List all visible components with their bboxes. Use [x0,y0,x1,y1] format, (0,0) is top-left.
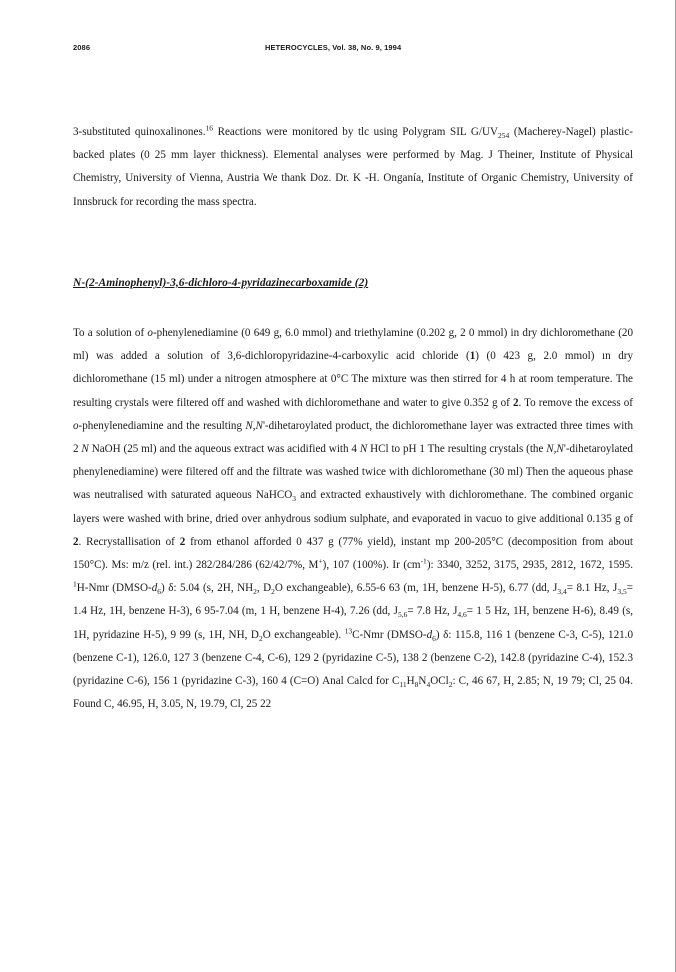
running-header [73,43,633,57]
intro-paragraph [73,121,633,214]
procedure-paragraph [73,322,633,716]
procedure-paragraph-text: To a solution of o-phenylenediamine (0 649 g, 6.0 mmol) and triethylamine (0.202 g, 2 0 mmol) in dry dichloromethane (20 ml) was added a solution of 3,6-dichloropyridazine-4-carboxylic acid chloride (1) (0 423 g, 2.0 mmol) ın dry dichloromethane (15 ml) under a nitrogen atmosphere at 0°C The mixture was then stirred for 4 h at room temperature. The resulting crystals were filtered off and washed with dichloromethane and water to give 0.352 g of 2. To remove the excess of o-phenylenediamine and the resulting N,N'-dihetaroylated product, the dichloromethane layer was extracted three times with 2 N NaOH (25 ml) and the aqueous extract was acidified with 4 N HCl to pH 1 The resulting crystals (the N,N'-dihetaroylated phenylenediamine) were filtered off and the filtrate was washed twice with dichloromethane (30 ml) Then the aqueous phase was neutralised with saturated aqueous NaHCO$_3$ and extracted exhaustively with dichloromethane. The combined organic layers were washed with brine, dried over anhydrous sodium sulphate, and evaporated in vacuo to give additional 0.135 g of 2. Recrystallisation of 2 from ethanol afforded 0 437 g (77% yield), instant mp 200-205°C (decomposition from about 150°C). Ms: m/z (rel. int.) 282/284/286 (62/42/7%, M+), 107 (100%). Ir $(cm^{-1})$: 3340, 3252, 3175, 2935, 2812, 1672, 1595. $^1$H-Nmr $(DMSO-d_6)$ δ: 5.04 (s, 2H, $NH_2$, $D_2O$ exchangeable), 6.55-6 63 (m, 1H, benzene H-5), 6.77 (dd, $J_{3,4}= 8.1$ Hz, $J_{3,5}= 1.4$ Hz, 1H, benzene H-3), 6 95-7.04 (m, 1 H, benzene H-4), 7.26 (dd, $J_{5,6}= 7.8$ Hz, $J_{4,6}= 1$ 5 Hz, 1H, benzene H-6), 8.49 (s, 1H, pyridazine H-5), 9 99 (s, 1H, NH, $D_2O$ exchangeable). $^{13}$C-Nmr $(DMSO-d_6)$ δ: 115.8, 116 1 (benzene C-3, C-5), 121.0 (benzene C-1), 126.0, 127 3 (benzene C-4, C-6), 129 2 (pyridazine C-5), 138 2 (benzene C-2), 142.8 (pyridazine C-4), 152.3 (pyridazine C-6), 156 1 (pyridazine C-3), 160 4 (C=O) Anal Calcd for $C_{11}H_8N_4OCl_2$: C, 46 67, H, 2.85; N, 19 79; Cl, 25 04. Found C, 46.95, H, 3.05, N, 19.79, Cl, 25 22 [73,327,634,711]
section-heading: N-(2-Aminophenyl)-3,6-dichloro-4-pyridazinecarboxamide (2) [73,277,369,289]
journal-citation: HETEROCYCLES, Vol. 38, No. 9, 1994 [265,43,402,52]
intro-paragraph-text: 3-substituted quinoxalinones.$^{16}$ Reactions were monitored by tlc using Polygram SIL $G/UV_{254}$ (Macherey-Nagel) plastic-backed plates (0 25 mm layer thickness). Elemental analyses were performed by Mag. J Theiner, Institute of Physical Chemistry, University of Vienna, Austria We thank Doz. Dr. K -H. Onganía, Institute of Organic Chemistry, University of Innsbruck for recording the mass spectra. [73,123,634,208]
page-number: 2086 [73,43,91,52]
